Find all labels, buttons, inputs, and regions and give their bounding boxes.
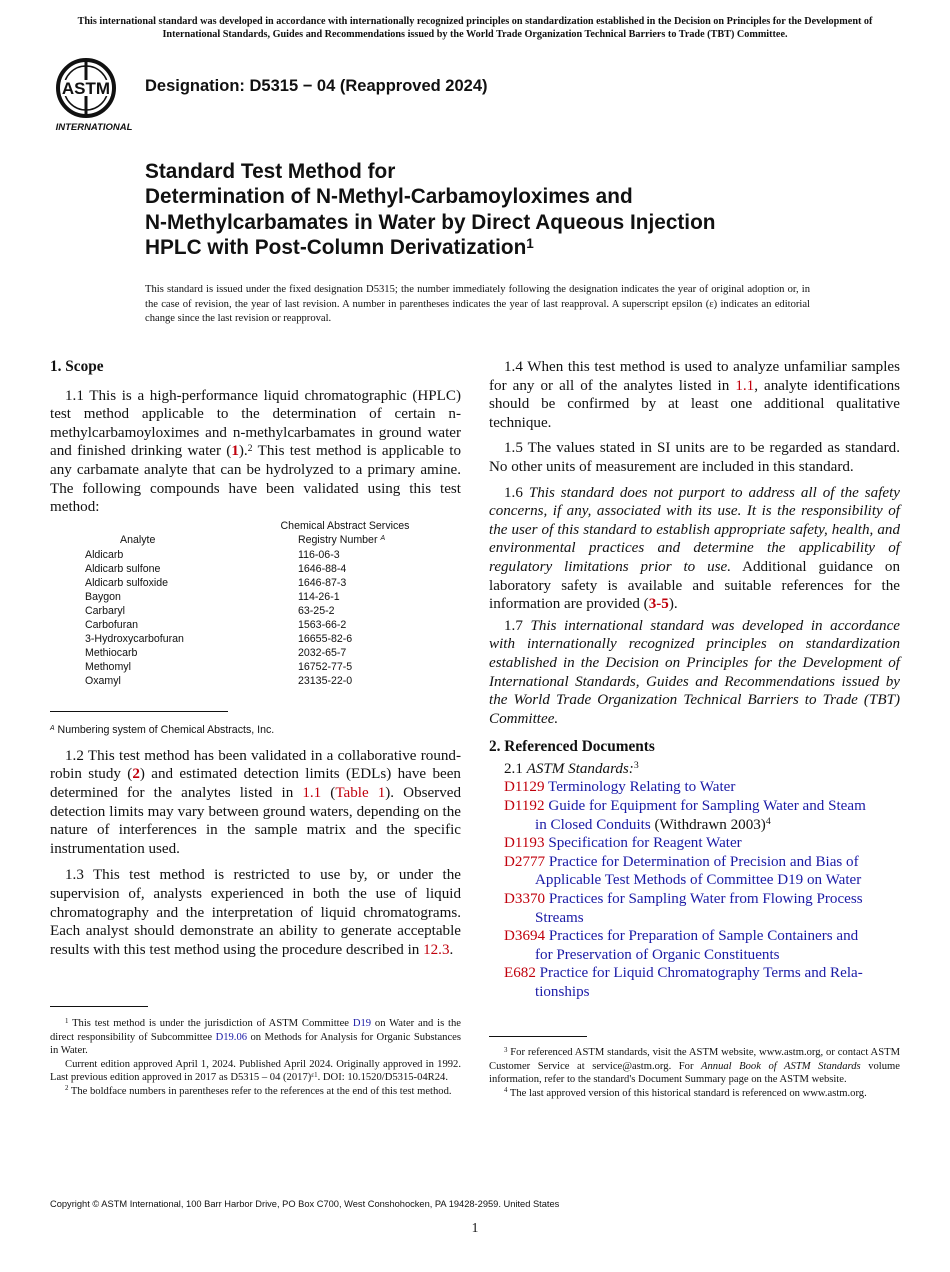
table-footnote: $^A$ Numbering system of Chemical Abstracts, Inc. [50,723,275,736]
analyte-name: Oxamyl [85,674,121,687]
analyte-row [85,632,352,646]
paragraph-1-2: 1.2 This test method has been validated in a collaborative round-robin study (2) and estimated detection limits (EDLs) have been determined for the analytes listed in 1.1 (Table 1). Observed detection limits may vary between ground waters, depending on the nature of interferences in the sample matrix and the specific instrumentation used. [50,747,462,857]
subcommittee-d19-06-link[interactable]: D19.06 [215,1031,248,1043]
page-number: 1 [471,1220,479,1235]
title-line-1: Standard Test Method for [145,160,396,183]
table-1-link[interactable]: Table 1 [335,784,386,801]
footnote-3: $^3$ For referenced ASTM standards, visit the ASTM website, www.astm.org, or contact ASTM Customer Service at service@astm.org. For Annual Book of ASTM Standards volume information, refer to the standard's Document Summary page on the ASTM website. [489,1046,900,1085]
astm-standards-label: 2.1 ASTM Standards:$^3$ [504,760,639,777]
scope-heading: 1. Scope [50,358,104,375]
standard-code-link[interactable]: D1192 [504,798,545,815]
analyte-name: Carbaryl [85,604,126,617]
cas-number: 114-26-1 [298,590,340,603]
reference-link-1[interactable]: 1 [231,443,239,460]
standard-title-link[interactable]: Practices for Preparation of Sample Containers and [548,928,859,945]
analyte-name: Aldicarb [85,548,124,561]
footnote-4: $^4$ The last approved version of this historical standard is referenced on www.astm.org. [504,1087,867,1099]
footnote-1: $^1$ This test method is under the jurisdiction of ASTM Committee D19 on Water and is the direct responsibility of Subcommittee D19.06 on Methods for Analysis for Organic Substances in Water. [50,1017,461,1056]
analyte-row [85,590,352,604]
cas-number: 2032-65-7 [298,646,347,659]
paragraph-1-6: 1.6 This standard does not purport to address all of the safety concerns, if any, associated with its use. It is the responsibility of the user of this standard to establish appropriate safety, health, and environmental practices and determine the applicability of regulatory limitations prior to use. Additional guidance on laboratory safety is available and suitable references for the information are provided (3-5). [489,484,901,613]
title-line-2: Determination of N-Methyl-Carbamoyloximes and [145,185,633,209]
footnotes-right [489,1046,900,1100]
analyte-row [85,604,352,618]
analyte-row [85,618,352,632]
standard-code-link[interactable]: D1193 [504,835,545,852]
cas-number: 116-06-3 [298,548,340,561]
standard-title-link-cont[interactable]: Streams [535,909,584,926]
referenced-document-item [504,927,900,964]
left-column [50,358,461,959]
analyte-name: Aldicarb sulfone [85,562,161,575]
paragraph-1-1: 1.1 This is a high-performance liquid chromatographic (HPLC) test method applicable to the determination of certain n-methylcarbamoyloximes and n-methylcarbamates in ground water and finished drinking water (1).$^2$ This test method is applicable to any carbamate analyte that can be hydrolyzed to a primary amine. The following compounds have been validated using this test method: [50,387,461,516]
title-footnote-mark: 1 [526,236,534,252]
footnote-rule-left [50,1006,148,1007]
analyte-row [85,646,352,660]
cas-header: Chemical Abstract Services [280,519,410,532]
paragraph-1-7: 1.7 This international standard was developed in accordance with internationally recognized principles on standardization established in the Decision on Principles for the Development of International Standards, Guides and Recommendations issued by the World Trade Organization Technical Barriers to Trade (TBT) Committee. [489,617,901,727]
analyte-name: Methiocarb [85,646,138,659]
withdrawn-note: (Withdrawn 2003) [650,816,766,833]
analyte-name: Carbofuran [85,618,138,631]
referenced-document-item [504,890,900,927]
cas-number: 1646-87-3 [298,576,347,589]
committee-d19-link[interactable]: D19 [352,1018,372,1029]
standard-title-link[interactable]: Practice for Determination of Precision and Bias of [548,853,859,870]
referenced-documents-heading: 2. Referenced Documents [489,738,655,756]
analyte-name: Methomyl [85,660,131,673]
logo-text: ASTM [61,79,111,98]
section-link-1-1-b[interactable]: 1.1 [735,377,755,394]
referenced-document-item [504,853,900,890]
analyte-row [85,562,352,576]
cas-number: 1646-88-4 [298,562,347,575]
table-rule [50,711,228,712]
standard-title-link[interactable]: Practices for Sampling Water from Flowing Process [548,891,863,908]
logo-subtext: INTERNATIONAL [55,122,133,132]
analyte-row [85,548,352,562]
standard-code-link[interactable]: D3370 [504,891,546,908]
analyte-row [85,660,352,674]
paragraph-1-4: 1.4 When this test method is used to analyze unfamiliar samples for any or all of the analytes listed in 1.1, analyte identifications should be confirmed by at least one additional qualitative technique. [489,359,901,431]
cas-number: 1563-66-2 [298,618,347,631]
standard-code-link[interactable]: E682 [504,965,536,982]
footnote-1-edition: Current edition approved April 1, 2024. Published April 2024. Originally approved in 1992. Last previous edition approved in 2017 as D5315 – 04 $(2017)^{\varepsilon 1}$. DOI: 10.1520/D5315-04R24. [50,1058,461,1083]
standard-title-link-cont[interactable]: Applicable Test Methods of Committee D19 on Water [535,872,862,889]
paragraph-1-5: 1.5 The values stated in SI units are to be regarded as standard. No other units of measurement are included in this standard. [489,440,900,475]
issuance-statement: This standard is issued under the fixed designation D5315; the number immediately following the designation indicates the year of original adoption or, in the case of revision, the year of last revision. A number in parentheses indicates the year of last reapproval. A superscript epsilon (ε) indicates an editorial change since the last revision or reapproval. [145,284,810,324]
standard-code-link[interactable]: D3694 [504,928,546,945]
section-link-1-1[interactable]: 1.1 [302,784,322,801]
standard-code-link[interactable]: D2777 [504,853,546,870]
referenced-document-item [504,834,900,853]
footnote-mark: 4 [765,816,771,828]
cas-number: 23135-22-0 [298,674,353,687]
analyte-name: Aldicarb sulfoxide [85,576,169,589]
standard-title-link[interactable]: Practice for Liquid Chromatography Terms and Rela- [539,965,863,982]
standard-title-link-cont[interactable]: tionships [535,984,590,1000]
referenced-documents-list [489,778,900,1001]
footnotes-left [50,1017,461,1098]
paragraph-1-3: 1.3 This test method is restricted to use by, or under the supervision of, analysts experienced in both the use of liquid chromatography and the interpretation of liquid chromatograms. Each analyst should demonstrate an ability to generate acceptable results with this test method using the procedure described in 12.3. [50,867,461,958]
footnote-mark-2: 2 [247,442,253,454]
standard-title-link-cont[interactable]: in Closed Conduits [535,816,651,833]
referenced-document-item [504,797,900,834]
cas-number: 16655-82-6 [298,632,353,645]
analyte-table [85,548,352,688]
standard-code-link[interactable]: D1129 [504,779,545,796]
analyte-name: 3-Hydroxycarbofuran [85,632,184,645]
standard-title-link-cont[interactable]: for Preservation of Organic Constituents [535,946,780,963]
cas-number: 16752-77-5 [298,660,353,673]
document-title [145,159,925,261]
top-notice: This international standard was developed in accordance with internationally recognized principles on standardization established in the Decision on Principles for the Development of International Standards, Guides and Recommendations issued by the World Trade Organization Technical Barriers to Trade (TBT) Committee. [77,16,873,40]
analyte-row [85,576,352,590]
registry-number-header: Registry Number $^A$ [298,533,386,546]
title-line-3: N-Methylcarbamates in Water by Direct Aqueous Injection [145,210,716,234]
referenced-document-item [504,778,900,797]
reference-link-2[interactable]: 2 [132,766,140,783]
copyright-notice: Copyright © ASTM International, 100 Barr Harbor Drive, PO Box C700, West Conshohocken, PA 19428-2959. United States [50,1199,560,1209]
analyte-row [85,674,352,688]
standard-title-link[interactable]: Guide for Equipment for Sampling Water and Steam [548,798,866,815]
astm-logo [54,56,134,132]
reference-link-3-5[interactable]: 3-5 [648,596,669,613]
footnote-2: $^2$ The boldface numbers in parentheses refer to the references at the end of this test method. [65,1085,452,1097]
referenced-document-item [504,964,900,1001]
analyte-name: Baygon [85,590,121,603]
title-line-4: HPLC with Post-Column Derivatization$^1$ [145,236,534,260]
cas-number: 63-25-2 [298,604,335,617]
section-link-12-3[interactable]: 12.3 [423,941,450,958]
right-column [489,358,900,1002]
designation: Designation: D5315 − 04 (Reapproved 2024) [145,77,488,95]
standard-title-link[interactable]: Terminology Relating to Water [548,779,736,796]
analyte-header: Analyte [120,533,156,546]
footnote-rule-right [489,1036,587,1037]
analyte-table-block [50,519,461,717]
standard-title-link[interactable]: Specification for Reagent Water [548,835,742,852]
